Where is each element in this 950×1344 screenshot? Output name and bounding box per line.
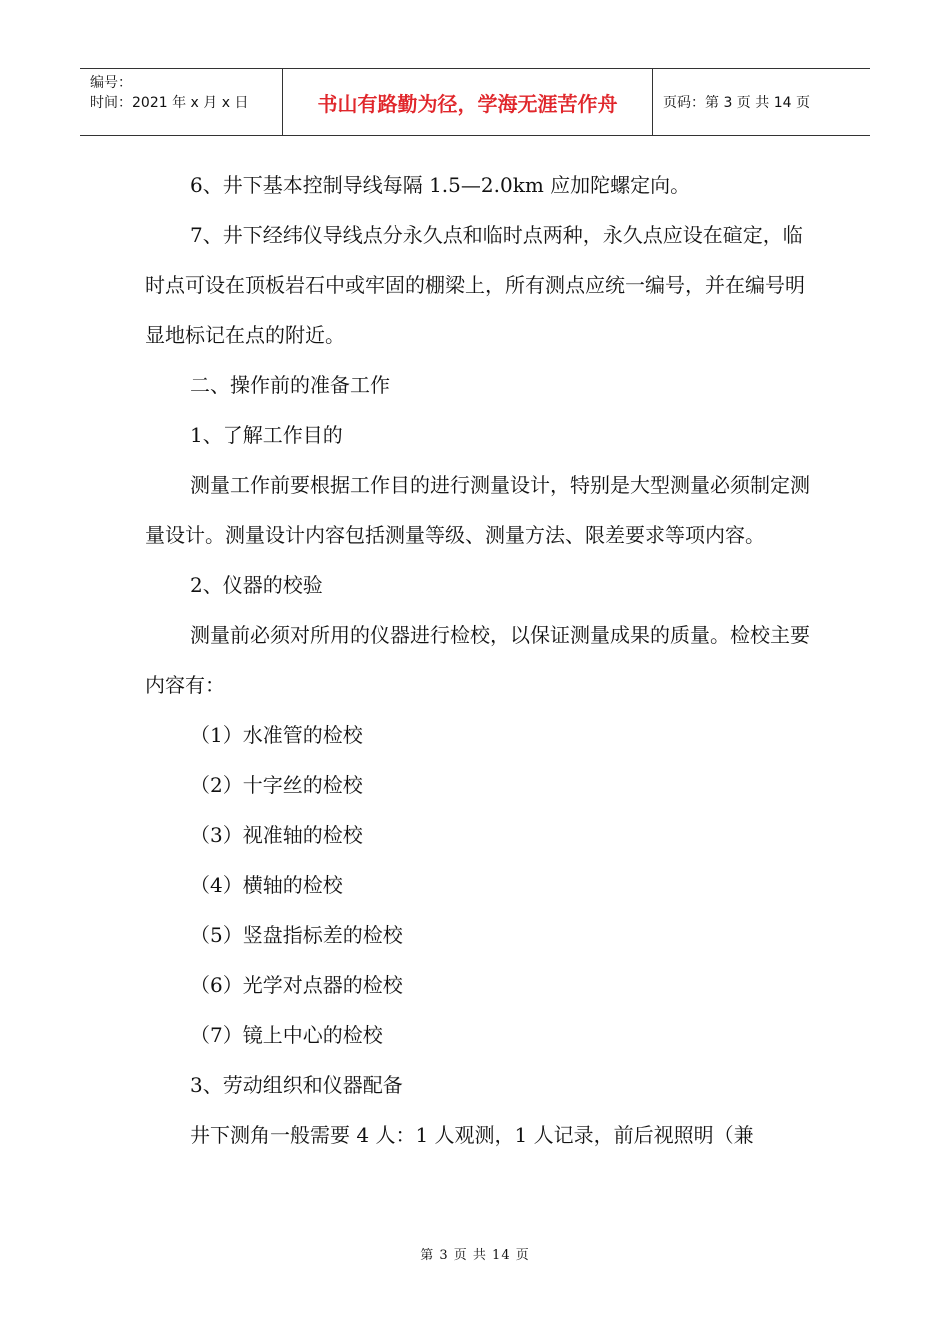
list-item: （7）镜上中心的检校 bbox=[190, 1023, 383, 1047]
time-label: 时间：2021 年 x 月 x 日 bbox=[90, 95, 249, 111]
paragraph: 7、井下经纬仪导线点分永久点和临时点两种，永久点应设在碹定，临时点可设在顶板岩石中或牢固的棚梁上，所有测点应统一编号，并在编号明显地标记在点的附近。 bbox=[145, 223, 805, 347]
paragraph: 井下测角一般需要 4 人：1 人观测，1 人记录，前后视照明（兼 bbox=[190, 1123, 754, 1147]
header-info bbox=[80, 69, 283, 135]
list-item: （3）视准轴的检校 bbox=[190, 823, 363, 847]
page-footer: 第 3 页 共 14 页 bbox=[420, 1248, 530, 1263]
list-item: （1）水准管的检校 bbox=[190, 723, 363, 747]
subsection-heading: 3、劳动组织和仪器配备 bbox=[190, 1073, 403, 1097]
paragraph: 测量工作前要根据工作目的进行测量设计，特别是大型测量必须制定测量设计。测量设计内容包括测量等级、测量方法、限差要求等项内容。 bbox=[145, 473, 810, 547]
list-item: （4）横轴的检校 bbox=[190, 873, 343, 897]
page-header bbox=[80, 68, 870, 136]
list-item: （5）竖盘指标差的检校 bbox=[190, 923, 403, 947]
subsection-heading: 1、了解工作目的 bbox=[190, 423, 343, 447]
paragraph: 测量前必须对所用的仪器进行检校，以保证测量成果的质量。检校主要内容有： bbox=[145, 623, 810, 697]
subsection-heading: 2、仪器的校验 bbox=[190, 573, 323, 597]
list-item: （2）十字丝的检校 bbox=[190, 773, 363, 797]
number-label: 编号： bbox=[90, 75, 132, 91]
document-body bbox=[145, 160, 810, 1160]
list-item: （6）光学对点器的检校 bbox=[190, 973, 403, 997]
section-heading: 二、操作前的准备工作 bbox=[190, 373, 390, 397]
header-slogan: 书山有路勤为径，学海无涯苦作舟 bbox=[283, 69, 653, 135]
header-page-code: 页码：第 3 页 共 14 页 bbox=[663, 95, 810, 111]
paragraph: 6、井下基本控制导线每隔 1.5—2.0km 应加陀螺定向。 bbox=[190, 173, 691, 197]
